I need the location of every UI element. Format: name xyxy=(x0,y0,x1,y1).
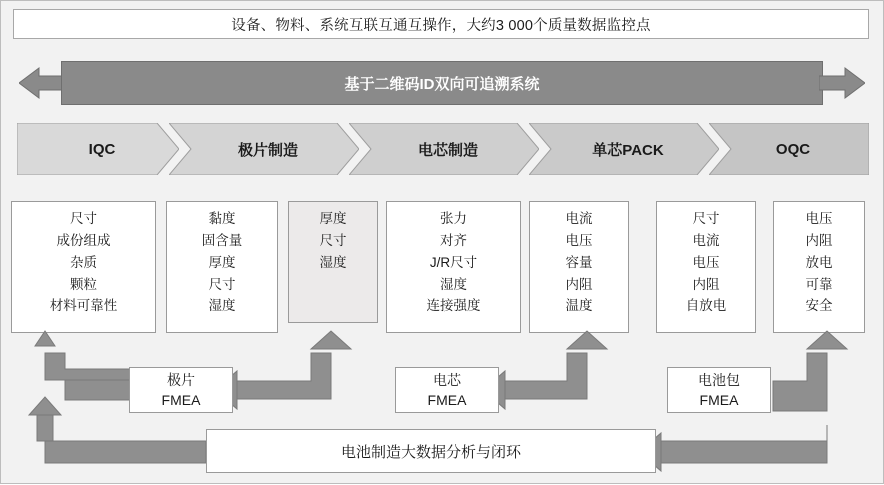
parameter-item: 尺寸 xyxy=(70,211,97,226)
parameter-item: 电压 xyxy=(805,211,833,226)
parameter-item: 厚度 xyxy=(319,211,347,226)
fmea-subtitle: FMEA xyxy=(427,392,467,408)
parameter-item: 温度 xyxy=(565,298,593,314)
parameter-item: 尺寸 xyxy=(208,276,236,292)
parameter-item: 放电 xyxy=(805,254,833,270)
pack-parameters xyxy=(656,201,756,333)
process-stage-row xyxy=(17,123,869,175)
arrow-electrode-up-icon xyxy=(215,331,351,409)
cell-fmea xyxy=(395,367,499,413)
fmea-title: 电芯 xyxy=(433,371,461,388)
arrow-pack-icon xyxy=(773,331,847,411)
parameter-item: 内阻 xyxy=(565,276,593,292)
fmea-title: 电池包 xyxy=(698,371,740,388)
parameter-item: 对齐 xyxy=(440,232,467,248)
parameter-box-row xyxy=(11,201,875,341)
caption-text: 设备、物料、系统互联互通互操作，大约3 000个质量数据监控点 xyxy=(231,17,651,34)
parameter-item: 成份组成 xyxy=(56,232,111,248)
traceability-band xyxy=(19,61,865,105)
parameter-item: 湿度 xyxy=(208,298,236,314)
parameter-item: 湿度 xyxy=(319,254,347,270)
stage-cell-manufacturing[interactable] xyxy=(349,123,539,175)
traceability-bar xyxy=(61,61,823,105)
parameter-item: 材料可靠性 xyxy=(49,298,118,314)
arrow-right-icon xyxy=(819,65,865,101)
arrow-bottom-right-icon xyxy=(639,425,827,471)
stage-label: 单芯PACK xyxy=(592,141,664,159)
big-data-analysis-bar xyxy=(206,429,656,473)
parameter-item: 内阻 xyxy=(692,276,720,292)
iqc-parameters xyxy=(11,201,156,333)
parameter-item: 可靠 xyxy=(805,276,833,292)
battery-pack-fmea xyxy=(667,367,771,413)
parameter-item: 厚度 xyxy=(208,254,236,270)
cell-formation-parameters xyxy=(529,201,629,333)
stage-single-cell-pack[interactable] xyxy=(529,123,719,175)
parameter-item: 黏度 xyxy=(208,211,236,226)
parameter-item: 尺寸 xyxy=(319,232,347,248)
parameter-item: 容量 xyxy=(565,254,593,270)
stage-label: 电芯制造 xyxy=(417,141,478,159)
arrow-to-iqc-icon xyxy=(35,331,131,400)
cell-assembly-parameters xyxy=(386,201,521,333)
stage-electrode-manufacturing[interactable] xyxy=(169,123,359,175)
parameter-item: 固含量 xyxy=(201,232,243,248)
fmea-subtitle: FMEA xyxy=(699,392,739,408)
parameter-item: 安全 xyxy=(805,298,833,314)
parameter-item: 电流 xyxy=(565,211,593,226)
parameter-item: 颗粒 xyxy=(70,276,97,292)
traceability-label: 基于二维码ID双向可追溯系统 xyxy=(344,75,540,93)
parameter-item: 电压 xyxy=(692,254,720,270)
oqc-parameters xyxy=(773,201,865,333)
stage-label: OQC xyxy=(775,140,811,158)
parameter-item: 自放电 xyxy=(685,298,727,314)
arrow-cell-left-icon xyxy=(483,331,607,409)
stage-oqc[interactable] xyxy=(709,123,869,175)
parameter-item: 湿度 xyxy=(440,276,467,292)
electrode-slitting-parameters xyxy=(288,201,378,323)
fmea-subtitle: FMEA xyxy=(161,392,201,408)
parameter-item: 张力 xyxy=(440,211,467,226)
stage-label: 极片制造 xyxy=(237,141,298,159)
parameter-item: 内阻 xyxy=(805,232,833,248)
stage-iqc[interactable] xyxy=(17,123,179,175)
parameter-item: 电压 xyxy=(565,232,593,248)
parameter-item: J/R尺寸 xyxy=(429,254,478,270)
parameter-item: 尺寸 xyxy=(692,211,720,226)
electrode-fmea xyxy=(129,367,233,413)
parameter-item: 杂质 xyxy=(70,254,97,270)
parameter-item: 连接强度 xyxy=(426,298,481,314)
fmea-title: 极片 xyxy=(167,371,195,388)
stage-label: IQC xyxy=(88,140,116,158)
arrow-left-icon xyxy=(19,65,65,101)
bottom-bar-label: 电池制造大数据分析与闭环 xyxy=(340,443,521,461)
parameter-item: 电流 xyxy=(692,232,720,248)
caption-bar xyxy=(13,9,869,39)
electrode-coating-parameters xyxy=(166,201,278,333)
